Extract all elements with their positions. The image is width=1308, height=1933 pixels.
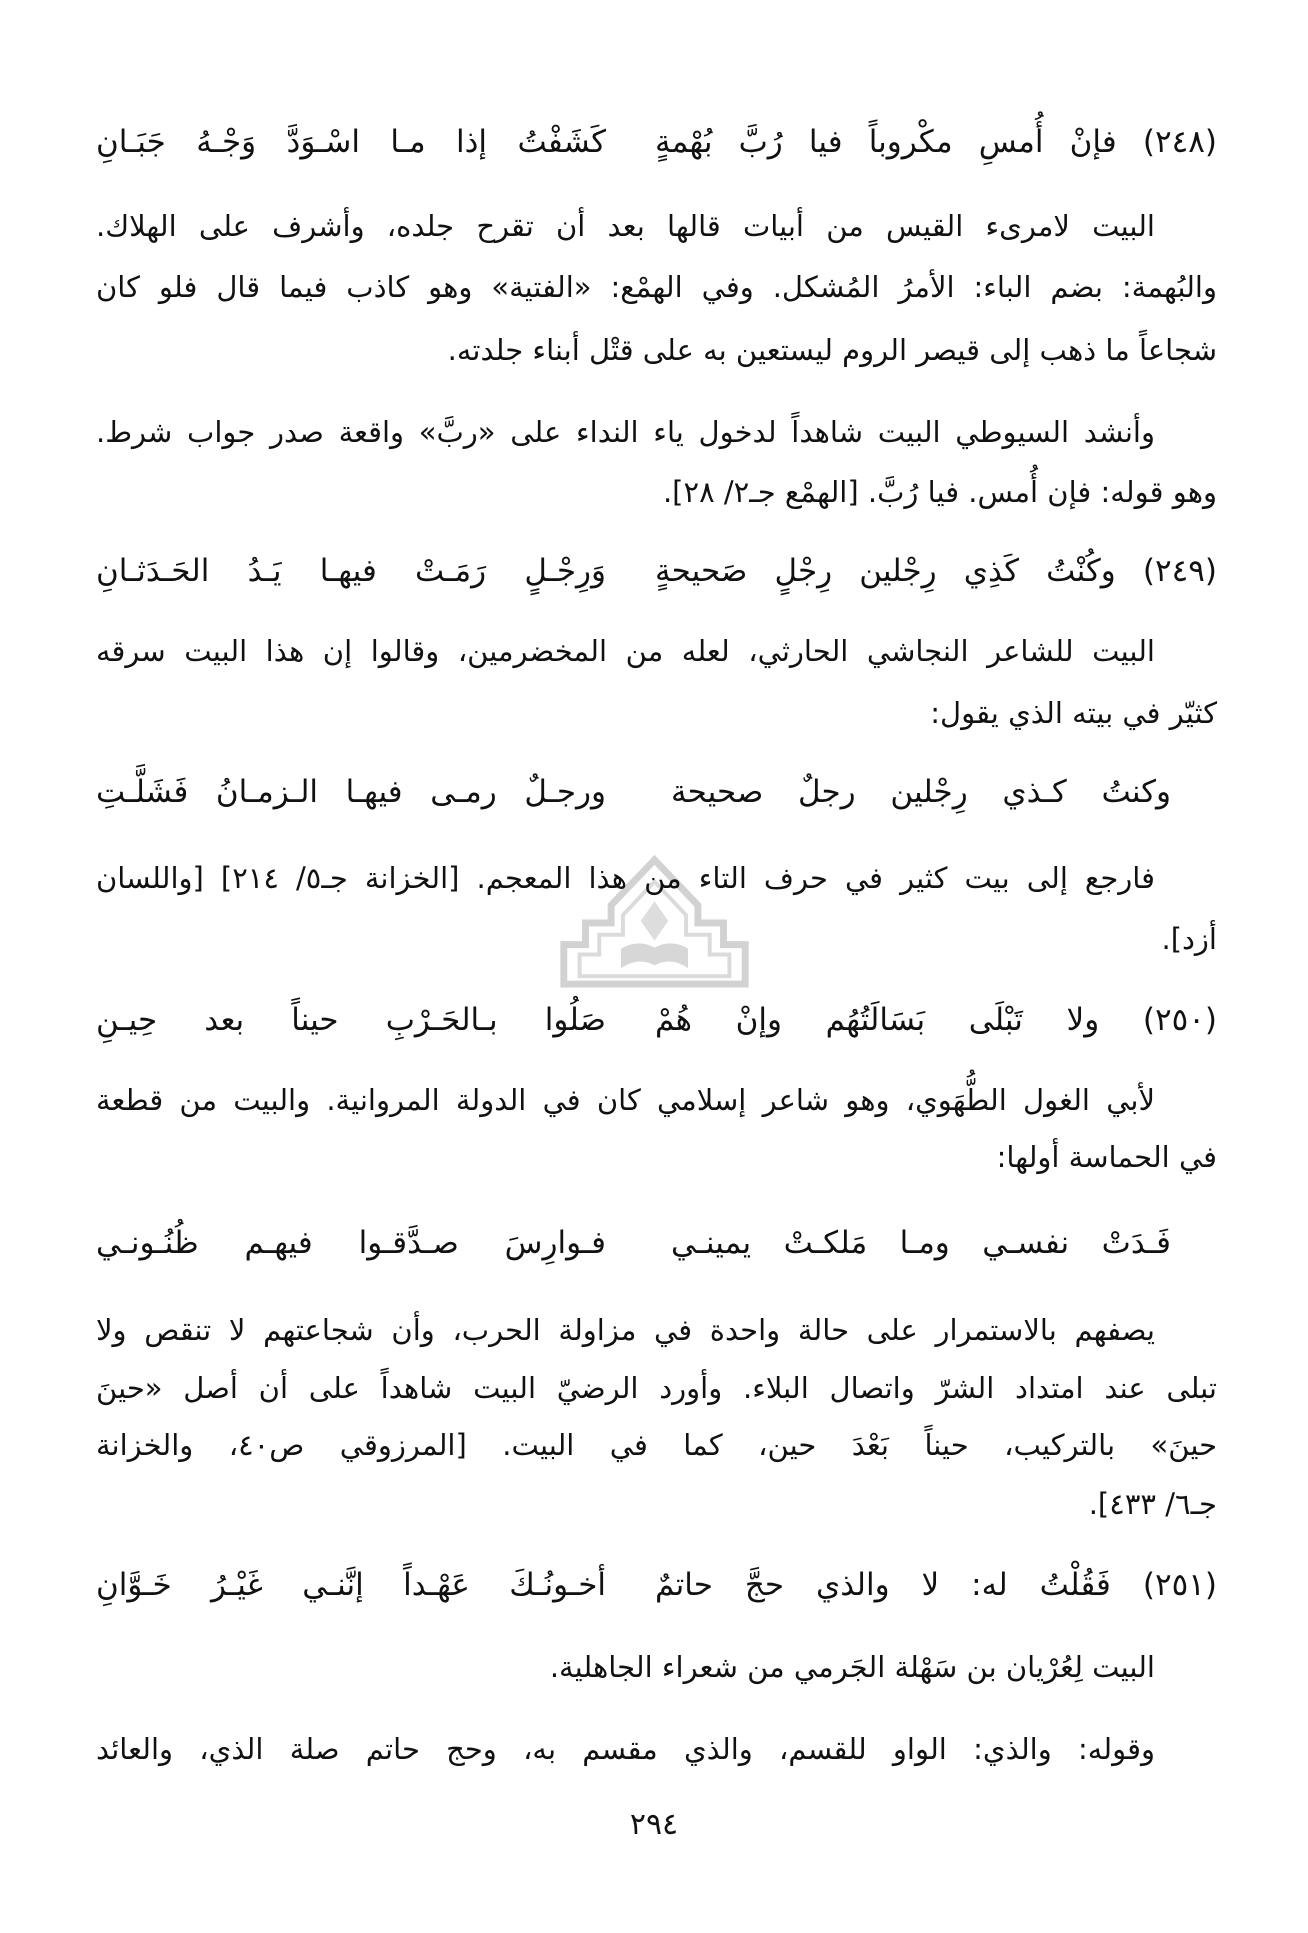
commentary-line: يصفهم بالاستمرار على حالة واحدة في مزاولة الحرب، وأن شجاعتهم لا تنقص ولا <box>96 1313 1155 1347</box>
commentary-line: لأبي الغول الطُّهَوي، وهو شاعر إسلامي كان في الدولة المروانية. والبيت من قطعة <box>96 1083 1155 1117</box>
commentary-line: البيت للشاعر النجاشي الحارثي، لعله من المخضرمين، وقالوا إن هذا البيت سرقه <box>96 634 1155 668</box>
verse-second-hemistich: كَشَفْتُ إذا مـا اسْـوَدَّ وَجْـهُ جَبَـانِ <box>96 124 606 160</box>
page-number: ٢٩٤ <box>629 1807 679 1842</box>
commentary-line: جـ٦/ ٤٣٣]. <box>1088 1487 1217 1521</box>
verse-first-hemistich: (٢٤٩) وكُنْتُ كَذِي رِجْلين رِجْلٍ صَحيحةٍ <box>655 553 1217 589</box>
commentary-line: البيت لامرىء القيس من أبيات قالها بعد أن تقرح جلده، وأشرف على الهلاك. <box>96 209 1155 243</box>
commentary-line: وأنشد السيوطي البيت شاهداً لدخول ياء النداء على «ربَّ» واقعة صدر جواب شرط. <box>96 415 1155 449</box>
verse-second-hemistich: صَلُوا بـالحَـرْبِ حيناً بعد حِيـنِ <box>96 1002 606 1038</box>
verse-second-hemistich: فـوارِسَ صـدَّقـوا فيهـم ظُنُـونـي <box>96 1225 606 1261</box>
commentary-line: البيت لِعُرْيان بن سَهْلة الجَرمي من شعراء الجاهلية. <box>549 1650 1155 1684</box>
commentary-line: والبُهمة: بضم الباء: الأمرُ المُشكل. وفي الهمْع: «الفتية» وهو كاذب فيما قال فلو كان <box>96 270 1217 304</box>
verse-second-hemistich: ورجـلٌ رمـى فيهـا الـزمـانُ فَشَلَّـتِ <box>96 774 606 810</box>
verse-first-hemistich: (٢٥٠) ولا تَبْلَى بَسَالَتُهُم وإنْ هُمْ <box>655 1002 1217 1038</box>
verse-249 <box>0 536 1308 606</box>
verse-250 <box>0 985 1308 1055</box>
verse-first-hemistich: (٢٥١) فَقُلْتُ له: لا والذي حجَّ حاتمٌ <box>655 1567 1217 1603</box>
commentary-line: حينَ» بالتركيب، حيناً بَعْدَ حين، كما في البيت. [المرزوقي ص٤٠، والخزانة <box>96 1428 1217 1462</box>
verse-251 <box>0 1550 1308 1620</box>
verse-first-hemistich: فَـدَتْ نفسـي ومـا مَلكـتْ يمينـي <box>671 1225 1171 1261</box>
commentary-line: في الحماسة أولها: <box>996 1140 1217 1174</box>
commentary-line: فارجع إلى بيت كثير في حرف التاء من هذا المعجم. [الخزانة جـ٥/ ٢١٤] [واللسان <box>96 861 1156 895</box>
commentary-line: شجاعاً ما ذهب إلى قيصر الروم ليستعين به على قتْل أبناء جلدته. <box>447 333 1217 367</box>
verse-first-hemistich: وكنتُ كـذي رِجْلين رجلٌ صحيحة <box>671 774 1171 810</box>
commentary-line: وهو قوله: فإن أُمس. فيا رُبَّ. [الهمْع جـ٢/ ٢٨]. <box>662 475 1217 509</box>
commentary-line: كثيّر في بيته الذي يقول: <box>930 696 1217 730</box>
verse-first-hemistich: (٢٤٨) فإنْ أُمسِ مكْروباً فيا رُبَّ بُهْمةٍ <box>655 124 1217 160</box>
commentary-line: تبلى عند امتداد الشرّ واتصال البلاء. وأورد الرضيّ البيت شاهداً على أن أصل «حينَ <box>96 1371 1217 1405</box>
verse-second-hemistich: وَرِجْـلٍ رَمَـتْ فيهـا يَـدُ الحَـدَثـانِ <box>96 553 606 589</box>
commentary-line: أزد]. <box>1161 922 1217 956</box>
verse-second-hemistich: أخـونُـكَ عَهْـداً إنَّنـي غَيْـرُ خَـوَّانِ <box>96 1567 606 1603</box>
commentary-line: وقوله: والذي: الواو للقسم، والذي مقسم به، وحج حاتم صلة الذي، والعائد <box>96 1732 1155 1766</box>
cited-verse <box>0 757 1308 827</box>
cited-verse <box>0 1208 1308 1278</box>
verse-248 <box>0 107 1308 177</box>
